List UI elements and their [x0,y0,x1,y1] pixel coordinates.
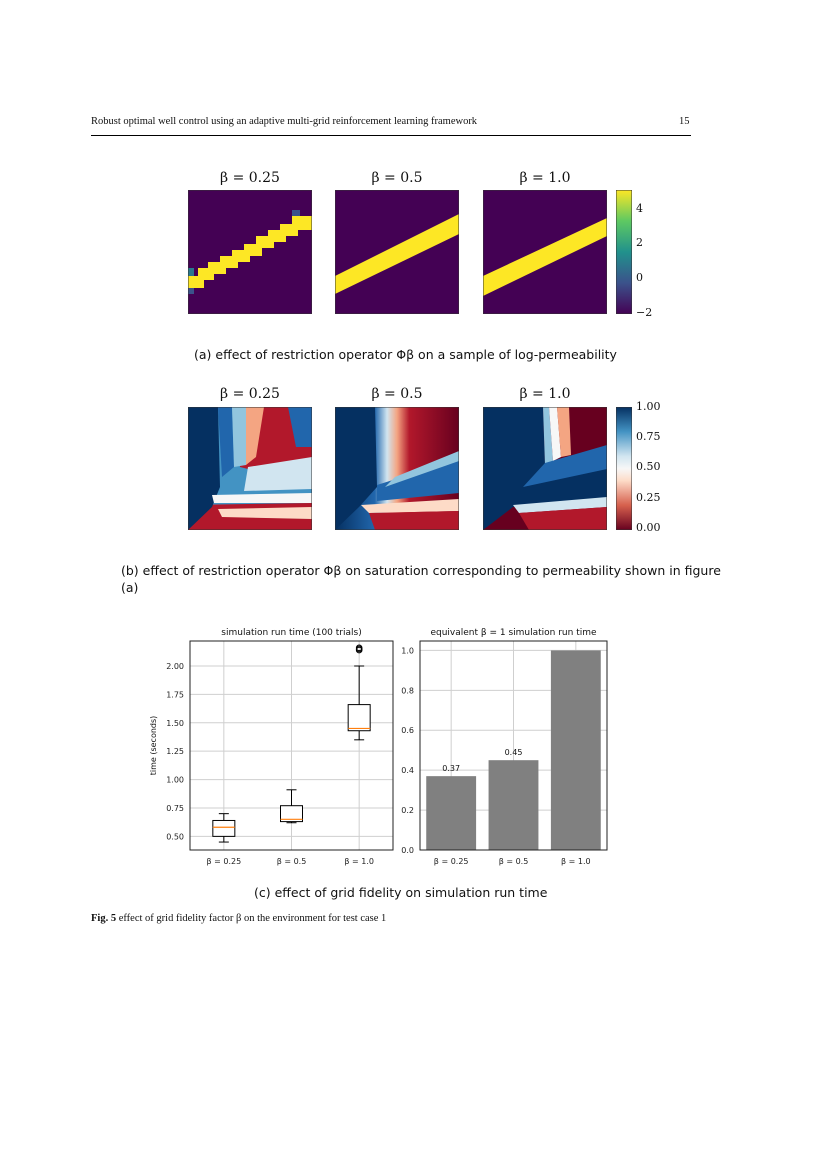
page-number: 15 [679,116,690,127]
colorbar-b-tick-000: 0.00 [636,521,661,534]
colorbar-a-tick-neg2: −2 [636,306,653,319]
panel-b2-title: β = 0.5 [371,386,423,402]
bar [551,650,601,850]
runtime-charts [140,620,620,870]
colorbar-a-tick-4: 4 [636,202,643,215]
colorbar-a-tick-2: 2 [636,236,643,249]
box-ytick-label: 1.00 [166,775,184,785]
bar-xtick-label: β = 1.0 [561,857,591,866]
colorbar-b-tick-050: 0.50 [636,460,661,473]
figure-label: Fig. 5 [91,913,117,924]
rdbu-colorbar [616,407,632,530]
bar [426,776,476,850]
bar-value-label: 0.45 [504,748,523,758]
box-ylabel: time (seconds) [149,715,158,776]
colorbar-b-tick-025: 0.25 [636,491,661,504]
bar-xtick-label: β = 0.5 [498,857,529,866]
permeability-panel-beta-10 [483,190,607,314]
box-ytick-label: 0.50 [166,832,184,842]
boxplot-chart [149,628,393,866]
header-rule [91,135,691,136]
bar-ytick-label: 0.6 [401,726,414,736]
panel-a1-title: β = 0.25 [220,170,280,186]
bar [489,760,539,850]
panel-b1-title: β = 0.25 [220,386,280,402]
box-ytick-label: 1.75 [166,690,184,700]
bar-ytick-label: 0.8 [401,686,414,696]
box-iqr [213,820,235,836]
caption-b-line2: (a) [121,580,139,595]
viridis-colorbar [616,190,632,314]
caption-c: (c) effect of grid fidelity on simulation run time [254,885,548,900]
saturation-panel-beta-10 [483,407,607,530]
bar-ytick-label: 0.4 [401,766,414,776]
bar-chart [401,628,607,866]
bar-chart-title: equivalent β = 1 simulation run time [430,628,597,638]
bar-ytick-label: 0.0 [401,846,414,855]
caption-a: (a) effect of restriction operator Φβ on a sample of log-permeability [194,347,617,362]
box-chart-title: simulation run time (100 trials) [221,628,362,638]
panel-a2-title: β = 0.5 [371,170,423,186]
box-ytick-label: 1.50 [166,718,184,728]
box-ytick-label: 1.25 [166,747,184,757]
running-title: Robust optimal well control using an adaptive multi-grid reinforcement learning framework [91,116,478,127]
caption-b-line1: (b) effect of restriction operator Φβ on saturation corresponding to permeability shown in figure [121,563,721,578]
permeability-panel-beta-025 [188,190,312,314]
saturation-panel-beta-05 [335,407,459,530]
figure-caption-text: effect of grid fidelity factor β on the environment for test case 1 [118,913,387,924]
colorbar-a-tick-0: 0 [636,271,643,284]
box-xtick-label: β = 0.25 [206,857,242,866]
bar-xtick-label: β = 0.25 [433,857,469,866]
bar-ytick-label: 1.0 [401,646,414,656]
colorbar-b-tick-100: 1.00 [636,400,661,413]
bar-ytick-label: 0.2 [401,806,414,816]
box-xtick-label: β = 1.0 [344,857,374,866]
panel-a3-title: β = 1.0 [519,170,571,186]
box-xtick-label: β = 0.5 [276,857,307,866]
box-ytick-label: 0.75 [166,803,184,813]
permeability-panel-beta-05 [335,190,459,314]
figure-caption [91,913,386,924]
saturation-panel-beta-025 [188,407,312,530]
bar-value-label: 0.37 [442,764,461,774]
box-iqr [348,705,370,731]
box-ytick-label: 2.00 [166,661,184,671]
panel-b3-title: β = 1.0 [519,386,571,402]
colorbar-b-tick-075: 0.75 [636,430,661,443]
